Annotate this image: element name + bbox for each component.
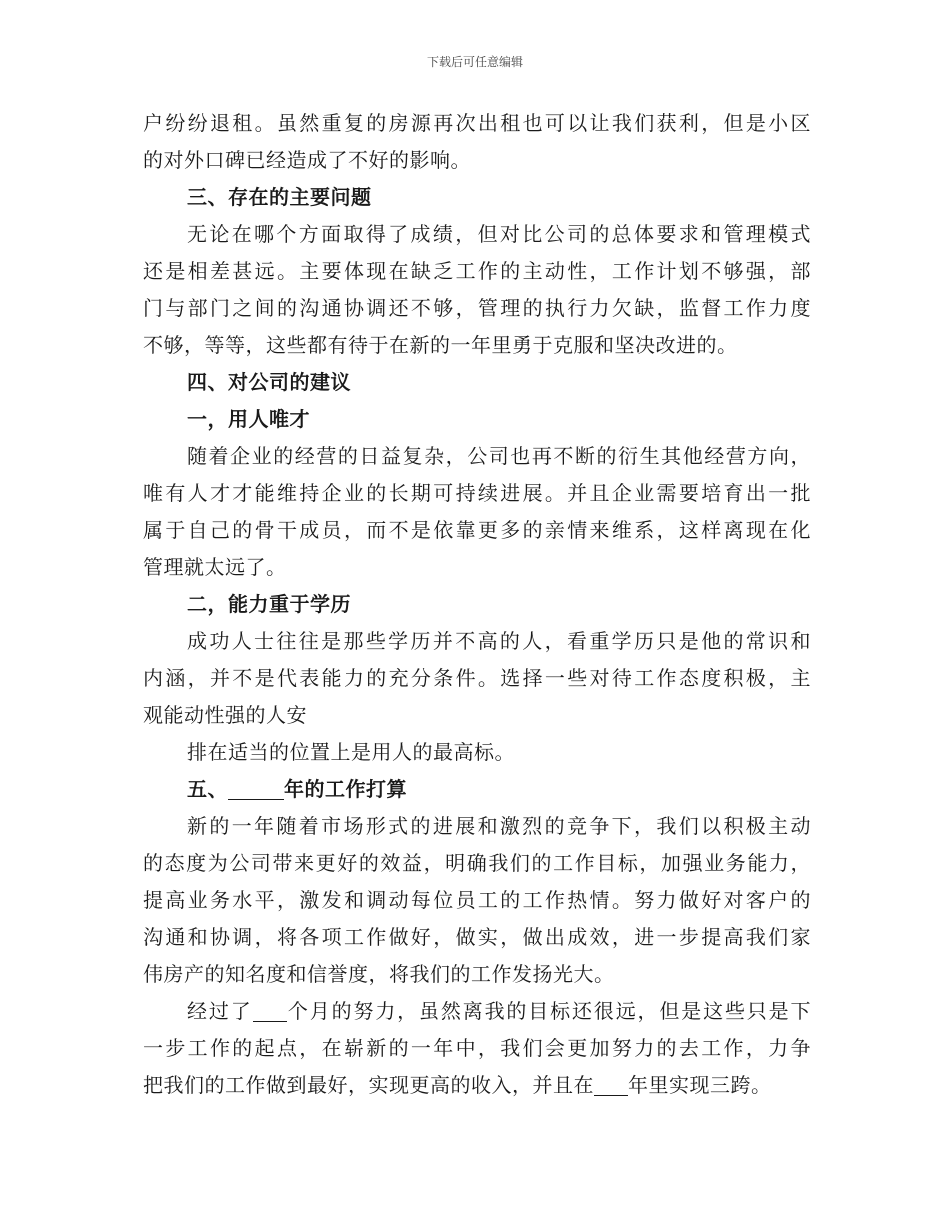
section-heading: 三、存在的主要问题 — [187, 185, 372, 209]
paragraph-line: 门与部门之间的沟通协调还不够，管理的执行力欠缺，监督工作力度 — [143, 296, 811, 320]
line-text-before-blank: 把我们的工作做到最好，实现更高的收入，并且在 — [143, 1073, 594, 1097]
paragraph-line: 随着企业的经营的日益复杂，公司也再不断的衍生其他经营方向， — [187, 444, 811, 468]
section-heading: 一，用人唯才 — [187, 407, 310, 431]
fill-in-blank — [594, 1073, 628, 1096]
paragraph-line: 新的一年随着市场形式的进展和激烈的竞争下，我们以积极主动 — [187, 814, 811, 838]
paragraph-line: 伟房产的知名度和信誉度，将我们的工作发扬光大。 — [143, 962, 615, 986]
paragraph-line: 排在适当的位置上是用人的最高标。 — [187, 740, 515, 764]
line-text-after-blank: 年里实现三跨。 — [628, 1073, 772, 1097]
fill-in-blank — [228, 777, 284, 800]
page-header: 下载后可任意编辑 — [426, 55, 523, 69]
line-text-before-blank: 五、 — [187, 777, 228, 801]
section-heading: 四、对公司的建议 — [187, 370, 351, 394]
paragraph-line: 不够，等等，这些都有待于在新的一年里勇于克服和坚决改进的。 — [143, 333, 738, 357]
line-text-after-blank: 个月的努力，虽然离我的目标还很远，但是这些只是下 — [286, 999, 812, 1023]
document-body — [143, 105, 811, 1104]
paragraph-line: 提高业务水平，激发和调动每位员工的工作热情。努力做好对客户的 — [143, 888, 811, 912]
paragraph-line: 内涵，并不是代表能力的充分条件。选择一些对待工作态度积极，主 — [143, 666, 811, 690]
paragraph-line: 成功人士往往是那些学历并不高的人，看重学历只是他的常识和 — [187, 629, 811, 653]
paragraph-line: 的对外口碑已经造成了不好的影响。 — [143, 148, 471, 172]
section-heading — [143, 771, 811, 808]
line-text-before-blank: 经过了 — [187, 999, 253, 1023]
paragraph-line: 沟通和协调，将各项工作做好，做实，做出成效，进一步提高我们家 — [143, 925, 811, 949]
section-heading: 二，能力重于学历 — [187, 592, 351, 616]
paragraph-line: 属于自己的骨干成员，而不是依靠更多的亲情来维系，这样离现在化 — [143, 518, 811, 542]
paragraph-line — [143, 993, 811, 1030]
fill-in-blank — [253, 999, 287, 1022]
line-text-after-blank: 年的工作打算 — [284, 777, 407, 801]
paragraph-line: 一步工作的起点，在崭新的一年中，我们会更加努力的去工作，力争 — [143, 1036, 811, 1060]
paragraph-line: 户纷纷退租。虽然重复的房源再次出租也可以让我们获利，但是小区 — [143, 111, 811, 135]
paragraph-line — [143, 1067, 811, 1104]
paragraph-line: 唯有人才才能维持企业的长期可持续进展。并且企业需要培育出一批 — [143, 481, 811, 505]
paragraph-line: 观能动性强的人安 — [143, 703, 307, 727]
paragraph-line: 的态度为公司带来更好的效益，明确我们的工作目标，加强业务能力， — [143, 851, 811, 875]
paragraph-line: 无论在哪个方面取得了成绩，但对比公司的总体要求和管理模式 — [187, 222, 811, 246]
paragraph-line: 还是相差甚远。主要体现在缺乏工作的主动性，工作计划不够强，部 — [143, 259, 811, 283]
paragraph-line: 管理就太远了。 — [143, 555, 287, 579]
